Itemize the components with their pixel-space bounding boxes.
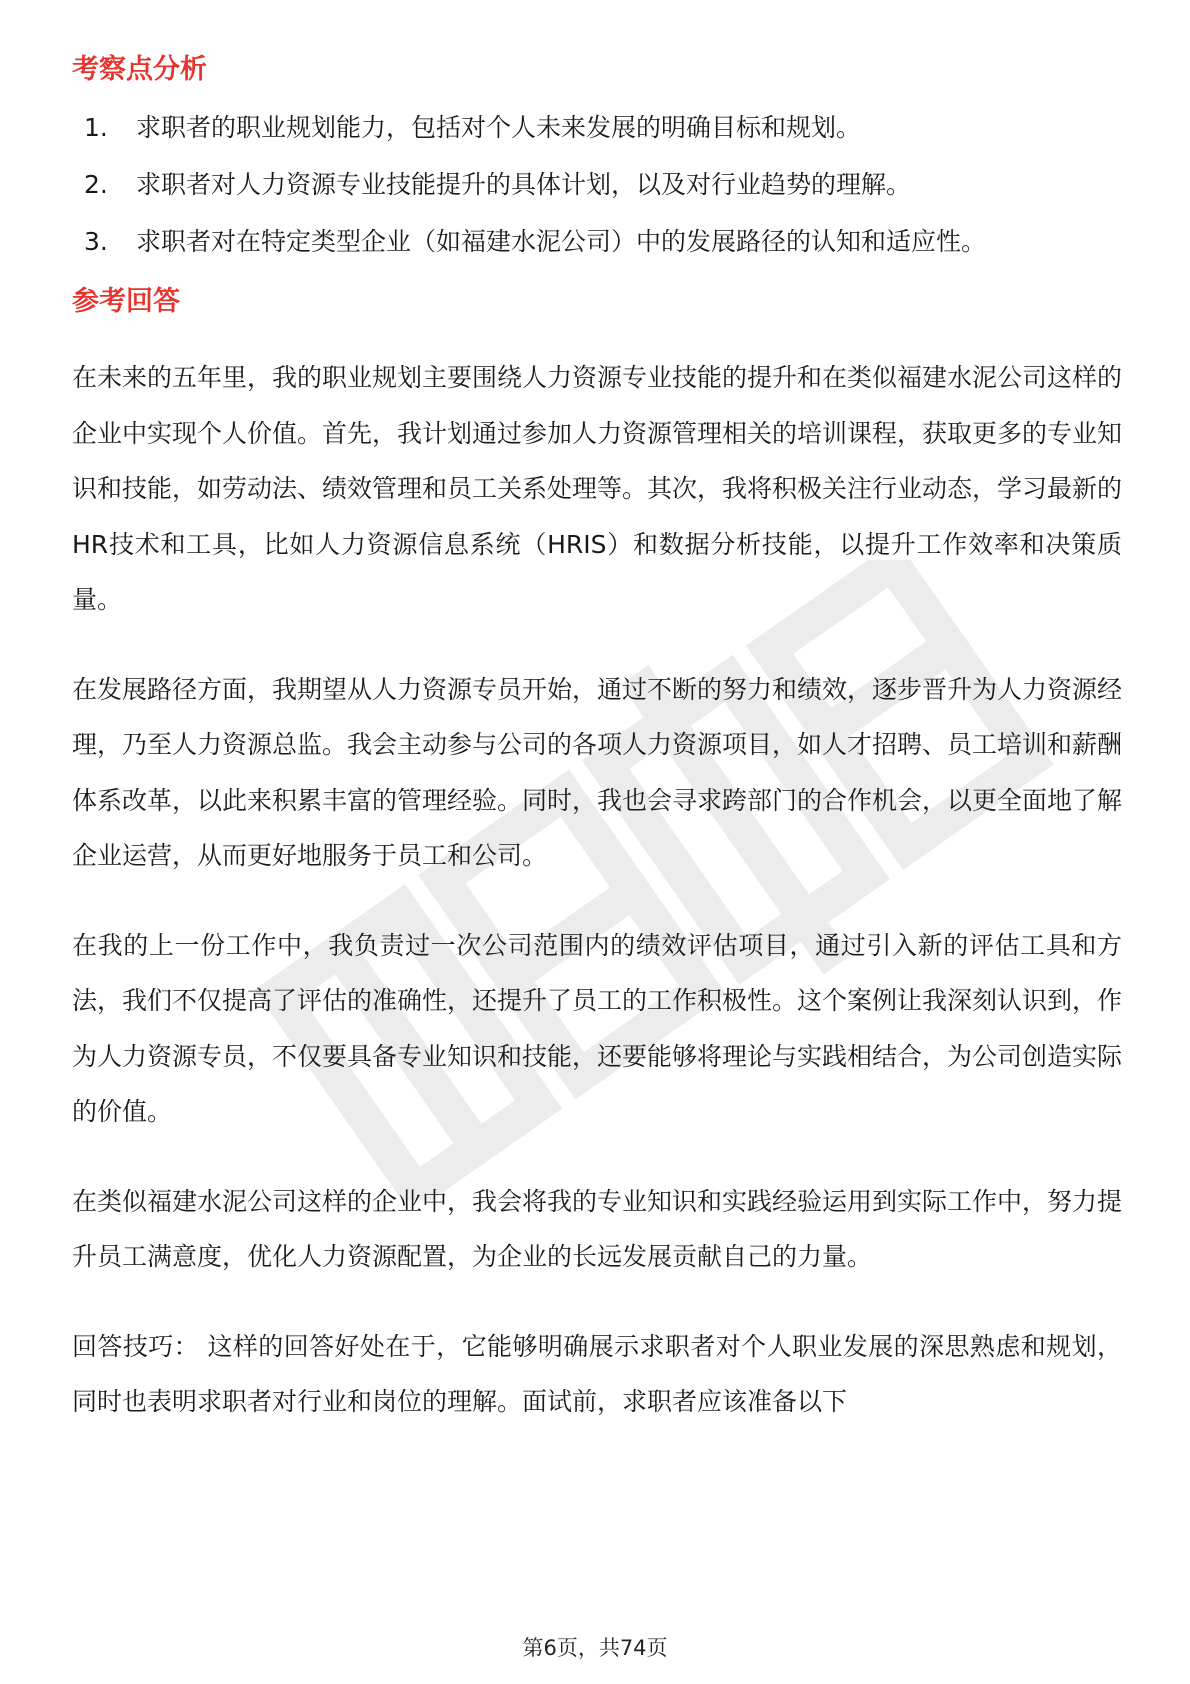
answer-paragraph: 在未来的五年里，我的职业规划主要围绕人力资源专业技能的提升和在类似福建水泥公司这样的企业中实现个人价值。首先，我计划通过参加人力资源管理相关的培训课程，获取更多的专业知识和技能，如劳动法、绩效管理和员工关系处理等。其次，我将积极关注行业动态，学习最新的HR技术和工具，比如人力资源信息系统（HRIS）和数据分析技能，以提升工作效率和决策质量。 bbox=[72, 363, 1123, 614]
page-number-footer: 第6页，共74页 bbox=[522, 1636, 668, 1660]
list-item-text: 求职者对在特定类型企业（如福建水泥公司）中的发展路径的认知和适应性。 bbox=[136, 227, 987, 256]
answer-paragraph: 在发展路径方面，我期望从人力资源专员开始，通过不断的努力和绩效，逐步晋升为人力资源经理，乃至人力资源总监。我会主动参与公司的各项人力资源项目，如人才招聘、员工培训和薪酬体系改革，以此来积累丰富的管理经验。同时，我也会寻求跨部门的合作机会，以更全面地了解企业运营，从而更好地服务于员工和公司。 bbox=[72, 674, 1123, 870]
answer-tips-paragraph: 回答技巧： 这样的回答好处在于，它能够明确展示求职者对个人职业发展的深思熟虑和规划，同时也表明求职者对行业和岗位的理解。面试前，求职者应该准备以下 bbox=[72, 1331, 1122, 1416]
answer-heading: 参考回答 bbox=[72, 286, 180, 317]
analysis-points-list bbox=[72, 108, 1122, 262]
list-item-text: 求职者的职业规划能力，包括对个人未来发展的明确目标和规划。 bbox=[136, 113, 862, 142]
list-item-number: 2. bbox=[84, 170, 108, 199]
list-item-number: 1. bbox=[84, 113, 108, 142]
list-item-text: 求职者对人力资源专业技能提升的具体计划，以及对行业趋势的理解。 bbox=[136, 170, 912, 199]
list-item-number: 3. bbox=[84, 227, 108, 256]
analysis-heading: 考察点分析 bbox=[72, 54, 207, 85]
list-item bbox=[72, 165, 1122, 205]
answer-paragraph: 在我的上一份工作中，我负责过一次公司范围内的绩效评估项目，通过引入新的评估工具和方法，我们不仅提高了评估的准确性，还提升了员工的工作积极性。这个案例让我深刻认识到，作为人力资源专员，不仅要具备专业知识和技能，还要能够将理论与实践相结合，为公司创造实际的价值。 bbox=[72, 930, 1123, 1126]
list-item bbox=[72, 108, 1122, 148]
list-item bbox=[72, 222, 1122, 262]
document-content bbox=[72, 44, 1122, 1430]
answer-paragraph: 在类似福建水泥公司这样的企业中，我会将我的专业知识和实践经验运用到实际工作中，努力提升员工满意度，优化人力资源配置，为企业的长远发展贡献自己的力量。 bbox=[72, 1186, 1123, 1271]
